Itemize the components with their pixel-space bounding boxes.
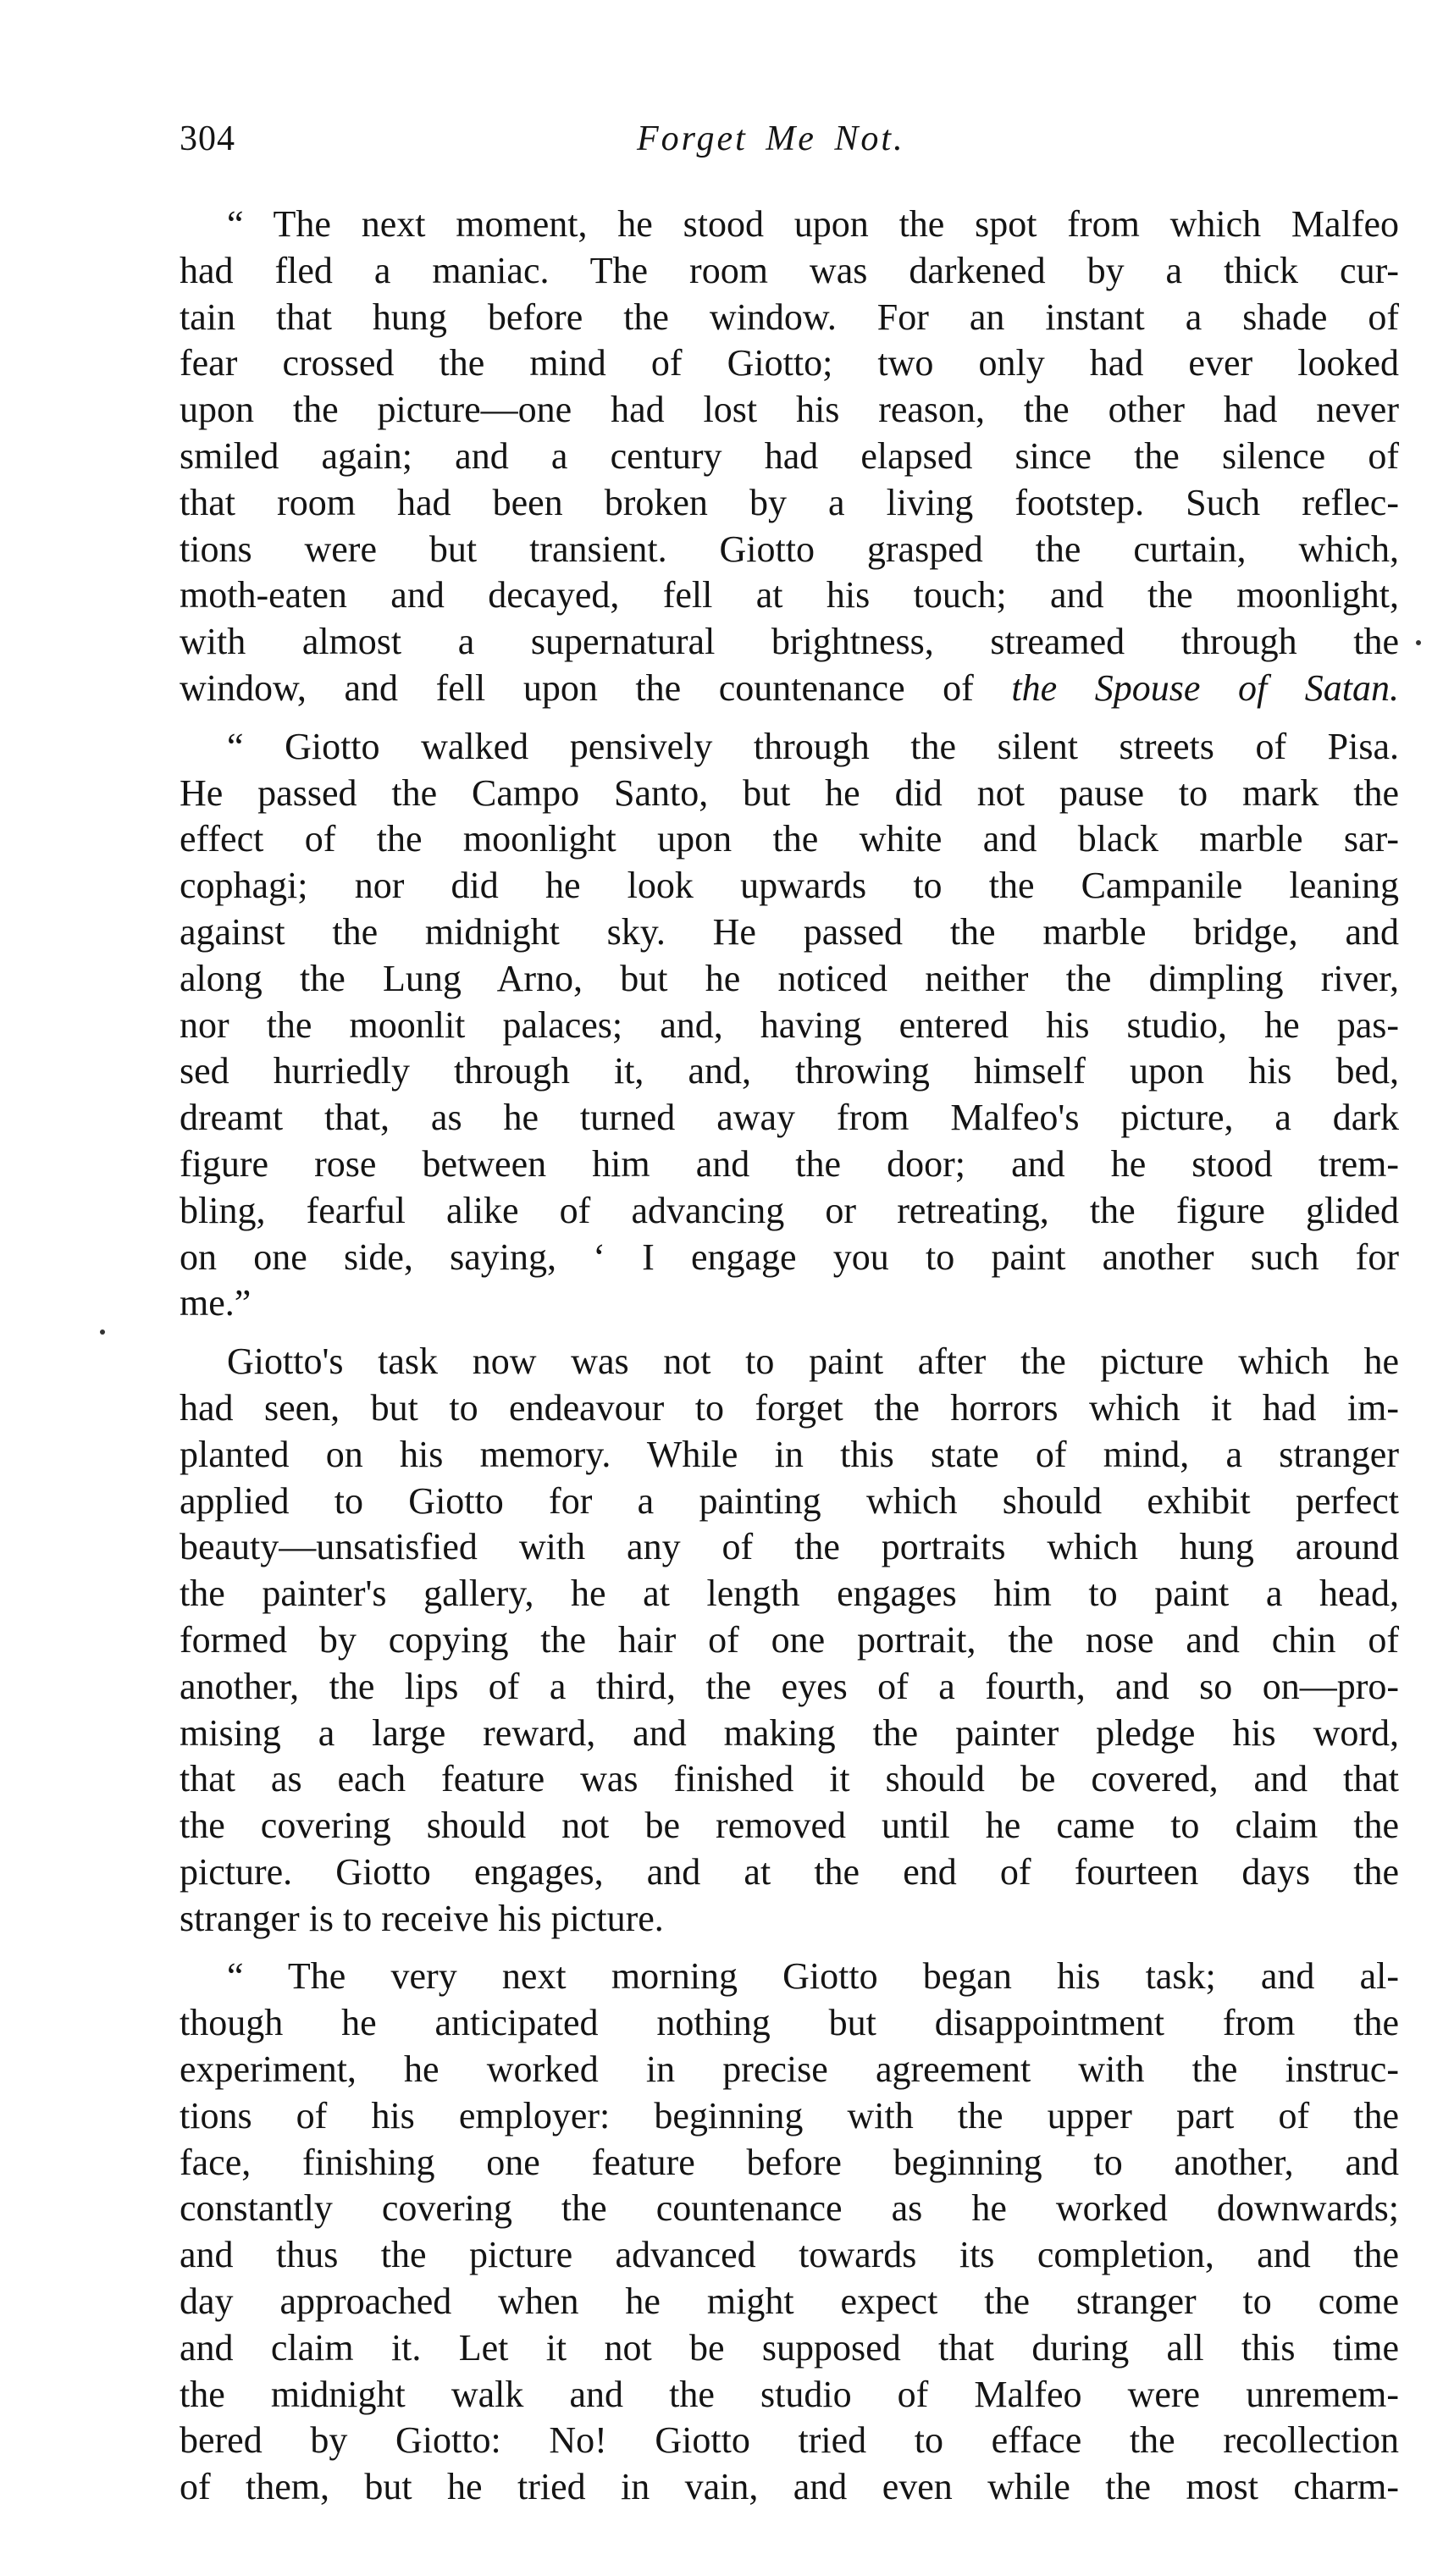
paragraph-4 [180, 1954, 1399, 2511]
text-line: He passed the Campo Santo, but he did not pause to mark the [180, 771, 1399, 814]
text-line: that as each feature was finished it should be covered, and that [180, 1758, 1399, 1800]
text-line: sed hurriedly through it, and, throwing himself upon his bed, [180, 1050, 1399, 1092]
text-line: picture. Giotto engages, and at the end of fourteen days the [180, 1850, 1399, 1893]
text-line: with almost a supernatural brightness, streamed through the [180, 621, 1399, 663]
text-line: Giotto's task now was not to paint after the picture which he [227, 1341, 1399, 1383]
text-line: along the Lung Arno, but he noticed neither the dimpling river, [180, 957, 1399, 999]
paragraph-2 [180, 724, 1399, 1327]
text-line: though he anticipated nothing but disappointment from the [180, 2002, 1399, 2044]
text-line-with-italic [180, 666, 1399, 712]
text-line: experiment, he worked in precise agreement with the instruc- [180, 2048, 1399, 2091]
print-speck [1416, 640, 1421, 645]
text-line: against the midnight sky. He passed the marble bridge, and [180, 910, 1399, 953]
text-line: day approached when he might expect the stranger to come [180, 2280, 1399, 2323]
text-line: moth-eaten and decayed, fell at his touch; and the moonlight, [180, 574, 1399, 616]
text-line: tions were but transient. Giotto grasped the curtain, which, [180, 528, 1399, 570]
text-line: beauty—unsatisfied with any of the portraits which hung around [180, 1526, 1399, 1568]
text-line: another, the lips of a third, the eyes of a fourth, and so on—pro- [180, 1665, 1399, 1707]
text-fragment: window, and fell upon the countenance of [180, 666, 974, 709]
text-line: stranger is to receive his picture. [180, 1897, 664, 1939]
print-speck [100, 1329, 105, 1335]
text-line: bling, fearful alike of advancing or retreating, the figure glided [180, 1189, 1399, 1231]
text-line: the covering should not be removed until he came to claim the [180, 1805, 1399, 1847]
text-line: “ The very next morning Giotto began his task; and al- [227, 1955, 1399, 1998]
paragraph-1 [180, 202, 1399, 712]
text-line: mising a large reward, and making the painter pledge his word, [180, 1711, 1399, 1754]
text-line: constantly covering the countenance as he worked downwards; [180, 2187, 1399, 2230]
text-line: face, finishing one feature before beginning to another, and [180, 2141, 1399, 2183]
text-line: the midnight walk and the studio of Malfeo were unremem- [180, 2373, 1399, 2415]
text-line: and thus the picture advanced towards its completion, and the [180, 2234, 1399, 2276]
text-line: that room had been broken by a living footstep. Such reflec- [180, 481, 1399, 523]
page-header [180, 117, 1399, 168]
text-line: the painter's gallery, he at length engages him to paint a head, [180, 1573, 1399, 1615]
text-line: “ The next moment, he stood upon the spot from which Malfeo [227, 203, 1399, 245]
text-line: had seen, but to endeavour to forget the horrors which it had im- [180, 1386, 1399, 1429]
body-text [180, 202, 1399, 2523]
text-line: applied to Giotto for a painting which should exhibit perfect [180, 1479, 1399, 1522]
text-line: bered by Giotto: No! Giotto tried to efface the recollection [180, 2419, 1399, 2462]
text-line: tions of his employer: beginning with the upper part of the [180, 2094, 1399, 2137]
text-line: planted on his memory. While in this state of mind, a stranger [180, 1433, 1399, 1475]
text-line: effect of the moonlight upon the white and black marble sar- [180, 818, 1399, 860]
text-line: figure rose between him and the door; and he stood trem- [180, 1142, 1399, 1185]
text-line: of them, but he tried in vain, and even while the most charm- [180, 2466, 1399, 2508]
running-title: Forget Me Not. [637, 119, 905, 158]
text-line: tain that hung before the window. For an instant a shade of [180, 296, 1399, 338]
text-line: on one side, saying, ‘ I engage you to paint another such for [180, 1235, 1399, 1278]
text-line: fear crossed the mind of Giotto; two only had ever looked [180, 342, 1399, 384]
italic-phrase: the Spouse of Satan. [1011, 666, 1399, 709]
text-line: upon the picture—one had lost his reason, the other had never [180, 389, 1399, 431]
text-line: nor the moonlit palaces; and, having entered his studio, he pas- [180, 1003, 1399, 1046]
text-line: dreamt that, as he turned away from Malfeo's picture, a dark [180, 1097, 1399, 1139]
text-line: and claim it. Let it not be supposed that during all this time [180, 2326, 1399, 2369]
text-line: formed by copying the hair of one portrait, the nose and chin of [180, 1618, 1399, 1661]
page-number: 304 [180, 119, 235, 158]
text-line: “ Giotto walked pensively through the silent streets of Pisa. [227, 725, 1399, 767]
text-line: smiled again; and a century had elapsed since the silence of [180, 434, 1399, 477]
text-line: had fled a maniac. The room was darkened by a thick cur- [180, 249, 1399, 291]
paragraph-3 [180, 1339, 1399, 1942]
text-line: me.” [180, 1282, 252, 1324]
text-line: cophagi; nor did he look upwards to the Campanile leaning [180, 865, 1399, 907]
